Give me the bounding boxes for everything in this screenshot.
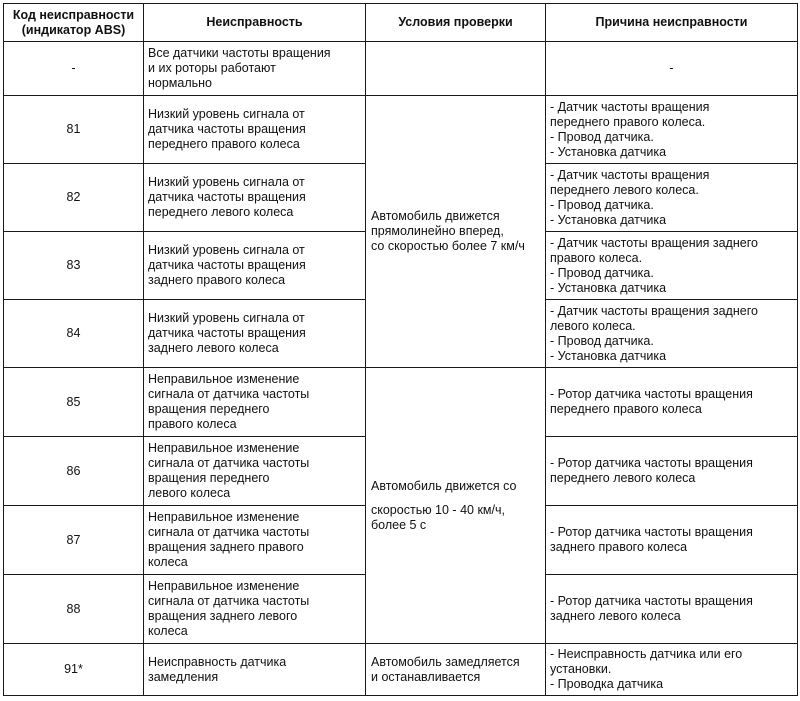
fault-code-cell: 83 <box>4 232 144 300</box>
table-row <box>4 42 798 96</box>
conditions-cell-empty <box>366 42 546 96</box>
header-cause: Причина неисправности <box>546 4 798 42</box>
cause-cell: - Ротор датчика частоты вращения заднего правого колеса <box>546 506 798 575</box>
table-row <box>4 96 798 164</box>
fault-description-cell: Низкий уровень сигнала от датчика частоты вращения заднего правого колеса <box>144 232 366 300</box>
fault-description-cell: Неправильное изменение сигнала от датчика частоты вращения заднего правого колеса <box>144 506 366 575</box>
table-header-row <box>4 4 798 42</box>
fault-description-cell: Низкий уровень сигнала от датчика частоты вращения заднего левого колеса <box>144 300 366 368</box>
conditions-cell-signal-change: Автомобиль движется со скоростью 10 - 40 км/ч, более 5 с <box>366 368 546 644</box>
fault-code-cell: 81 <box>4 96 144 164</box>
cause-cell: - Неисправность датчика или его установки. - Проводка датчика <box>546 644 798 696</box>
fault-code-cell: 85 <box>4 368 144 437</box>
cause-cell: - Датчик частоты вращения переднего правого колеса. - Провод датчика. - Установка датчика <box>546 96 798 164</box>
header-code: Код неисправности (индикатор ABS) <box>4 4 144 42</box>
cause-cell: - Датчик частоты вращения переднего левого колеса. - Провод датчика. - Установка датчика <box>546 164 798 232</box>
fault-description-cell: Все датчики частоты вращения и их роторы работают нормально <box>144 42 366 96</box>
cause-cell: - Ротор датчика частоты вращения заднего левого колеса <box>546 575 798 644</box>
cause-cell: - Датчик частоты вращения заднего левого колеса. - Провод датчика. - Установка датчика <box>546 300 798 368</box>
fault-code-cell: 88 <box>4 575 144 644</box>
conditions-cell-low-signal: Автомобиль движется прямолинейно вперед, со скоростью более 7 км/ч <box>366 96 546 368</box>
fault-description-cell: Неправильное изменение сигнала от датчика частоты вращения переднего правого колеса <box>144 368 366 437</box>
fault-code-cell: 82 <box>4 164 144 232</box>
fault-description-cell: Неправильное изменение сигнала от датчика частоты вращения переднего левого колеса <box>144 437 366 506</box>
fault-code-cell: 84 <box>4 300 144 368</box>
header-conditions: Условия проверки <box>366 4 546 42</box>
fault-code-cell: 87 <box>4 506 144 575</box>
cause-cell: - Датчик частоты вращения заднего правого колеса. - Провод датчика. - Установка датчика <box>546 232 798 300</box>
fault-code-cell: - <box>4 42 144 96</box>
fault-code-cell: 86 <box>4 437 144 506</box>
cause-cell: - Ротор датчика частоты вращения переднего левого колеса <box>546 437 798 506</box>
fault-code-cell: 91* <box>4 644 144 696</box>
fault-description-cell: Неправильное изменение сигнала от датчика частоты вращения заднего левого колеса <box>144 575 366 644</box>
abs-fault-code-table <box>3 3 798 696</box>
conditions-cell-decel: Автомобиль замедляется и останавливается <box>366 644 546 696</box>
fault-description-cell: Низкий уровень сигнала от датчика частоты вращения переднего левого колеса <box>144 164 366 232</box>
fault-description-cell: Неисправность датчика замедления <box>144 644 366 696</box>
table-row <box>4 644 798 696</box>
cause-cell: - <box>546 42 798 96</box>
table-row <box>4 368 798 437</box>
fault-description-cell: Низкий уровень сигнала от датчика частоты вращения переднего правого колеса <box>144 96 366 164</box>
cause-cell: - Ротор датчика частоты вращения переднего правого колеса <box>546 368 798 437</box>
header-fault: Неисправность <box>144 4 366 42</box>
